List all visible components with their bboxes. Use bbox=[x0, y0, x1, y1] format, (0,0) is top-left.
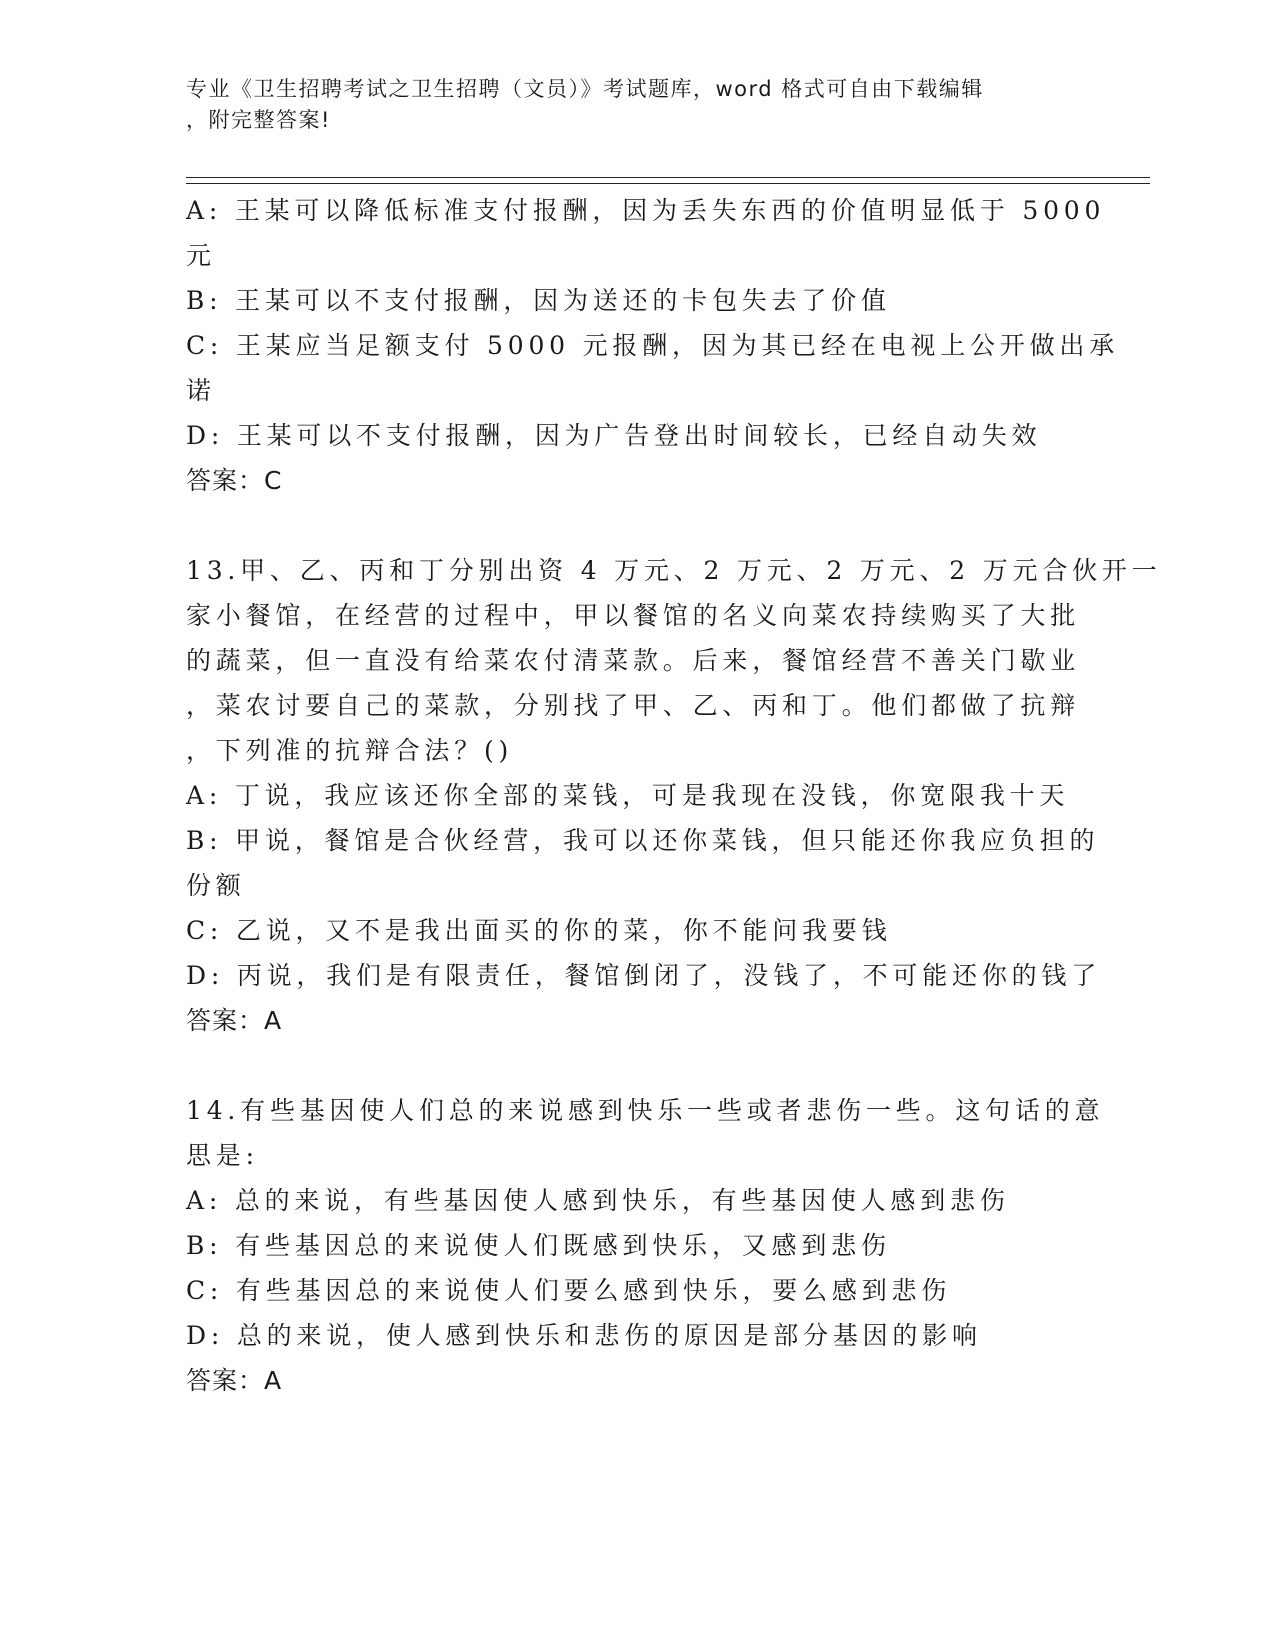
header-line-1: 专业《卫生招聘考试之卫生招聘（文员）》考试题库，word 格式可自由下载编辑 bbox=[186, 77, 984, 101]
document-header bbox=[186, 74, 1086, 136]
q13-stem-line: 13.甲、乙、丙和丁分别出资 4 万元、2 万元、2 万元、2 万元合伙开一 bbox=[186, 556, 1162, 585]
q14-answer: 答案：A bbox=[186, 1366, 283, 1395]
question-13 bbox=[186, 548, 1162, 1043]
q13-option-c: C: 乙说，又不是我出面买的你的菜，你不能问我要钱 bbox=[186, 916, 892, 945]
q14-option-a: A: 总的来说，有些基因使人感到快乐，有些基因使人感到悲伤 bbox=[186, 1186, 1010, 1215]
q12-option-c-cont: 诺 bbox=[186, 376, 216, 405]
q13-option-b-cont: 份额 bbox=[186, 871, 246, 900]
header-line-2: ，附完整答案! bbox=[186, 108, 331, 132]
q13-stem-line: 家小餐馆，在经营的过程中，甲以餐馆的名义向菜农持续购买了大批 bbox=[186, 601, 1081, 630]
question-14 bbox=[186, 1088, 1105, 1403]
q13-stem-line: ，菜农讨要自己的菜款，分别找了甲、乙、丙和丁。他们都做了抗辩 bbox=[186, 691, 1081, 720]
q13-option-a: A: 丁说，我应该还你全部的菜钱，可是我现在没钱，你宽限我十天 bbox=[186, 781, 1070, 810]
q12-option-d: D: 王某可以不支付报酬，因为广告登出时间较长，已经自动失效 bbox=[186, 421, 1042, 450]
q13-stem-line: ，下列准的抗辩合法？() bbox=[186, 736, 514, 765]
q14-option-d: D: 总的来说，使人感到快乐和悲伤的原因是部分基因的影响 bbox=[186, 1321, 982, 1350]
q13-option-d: D: 丙说，我们是有限责任，餐馆倒闭了，没钱了，不可能还你的钱了 bbox=[186, 961, 1102, 990]
spacer bbox=[186, 503, 1086, 548]
q14-option-c: C: 有些基因总的来说使人们要么感到快乐，要么感到悲伤 bbox=[186, 1276, 952, 1305]
q14-option-b: B: 有些基因总的来说使人们既感到快乐，又感到悲伤 bbox=[186, 1231, 891, 1260]
q12-option-b: B: 王某可以不支付报酬，因为送还的卡包失去了价值 bbox=[186, 286, 891, 315]
q13-option-b: B: 甲说，餐馆是合伙经营，我可以还你菜钱，但只能还你我应负担的 bbox=[186, 826, 1100, 855]
q12-answer: 答案：C bbox=[186, 466, 283, 495]
q14-stem-line: 思是: bbox=[186, 1141, 259, 1170]
q14-stem-line: 14.有些基因使人们总的来说感到快乐一些或者悲伤一些。这句话的意 bbox=[186, 1096, 1105, 1125]
header-divider-top bbox=[186, 177, 1150, 178]
spacer bbox=[186, 1043, 1086, 1088]
header-divider-bottom bbox=[186, 183, 1150, 184]
q12-option-a-cont: 元 bbox=[186, 241, 216, 270]
question-content bbox=[186, 188, 1162, 1403]
q12-option-a: A: 王某可以降低标准支付报酬，因为丢失东西的价值明显低于 5000 bbox=[186, 196, 1106, 225]
q13-answer: 答案：A bbox=[186, 1006, 283, 1035]
q13-stem-line: 的蔬菜，但一直没有给菜农付清菜款。后来，餐馆经营不善关门歇业 bbox=[186, 646, 1081, 675]
question-12 bbox=[186, 188, 1120, 503]
q12-option-c: C: 王某应当足额支付 5000 元报酬，因为其已经在电视上公开做出承 bbox=[186, 331, 1120, 360]
